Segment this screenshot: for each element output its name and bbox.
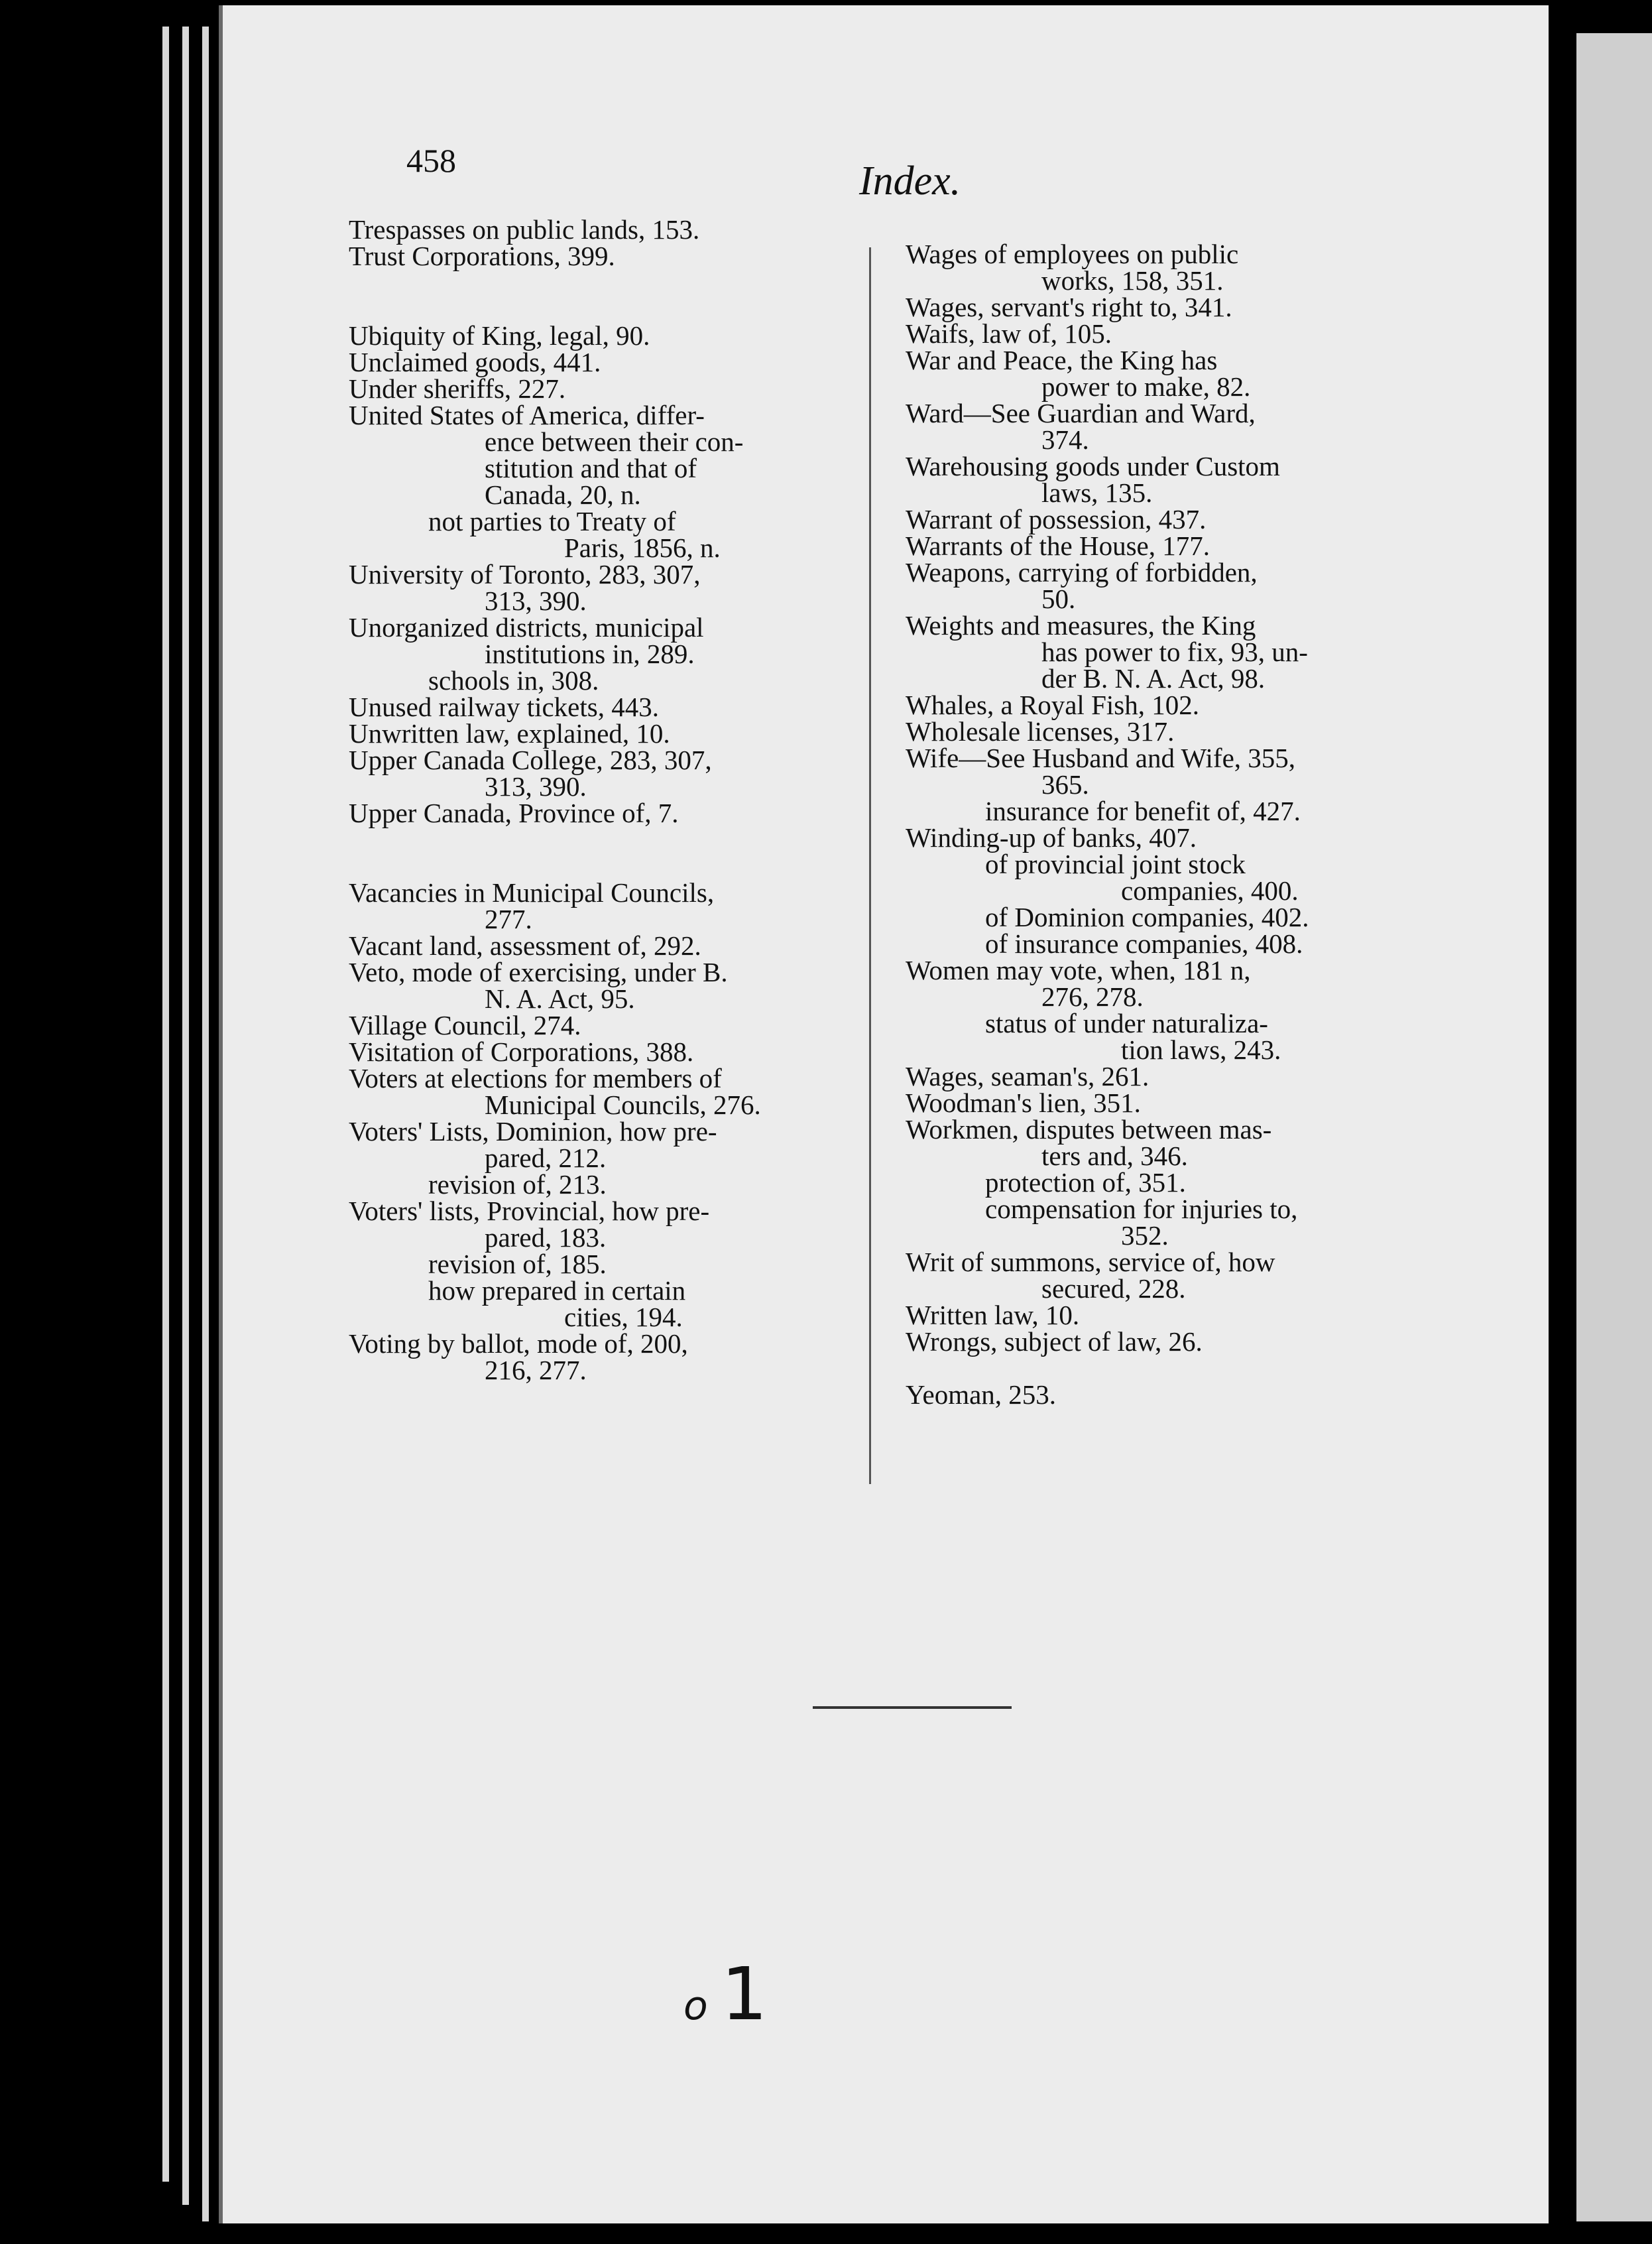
index-entry (906, 1302, 1423, 1328)
section-gap (349, 826, 866, 879)
entry-continuation: ence between their con- (485, 426, 744, 457)
index-entry (906, 1381, 1423, 1408)
entry-text: Village Council, 274. (349, 1010, 581, 1040)
index-entry (906, 957, 1423, 1010)
page-edge (202, 27, 209, 2221)
entry-continuation: Paris, 1856, n. (564, 532, 721, 563)
index-entry (349, 694, 866, 720)
entry-text: insurance for benefit of, 427. (985, 796, 1301, 826)
entry-text: Voting by ballot, mode of, 200, (349, 1328, 688, 1359)
entry-text: Wages of employees on public (906, 239, 1239, 269)
index-entry (349, 561, 866, 614)
entry-continuation: 313, 390. (485, 771, 587, 802)
entry-continuation: 313, 390. (485, 586, 587, 616)
index-entry (349, 1038, 866, 1065)
entry-text: Written law, 10. (906, 1300, 1080, 1330)
index-entry (906, 718, 1423, 745)
entry-text: Woodman's lien, 351. (906, 1088, 1141, 1118)
entry-text: Under sheriffs, 227. (349, 373, 566, 404)
index-entry (349, 1118, 866, 1171)
entry-continuation: tion laws, 243. (1121, 1034, 1281, 1065)
index-column-left (349, 216, 866, 1383)
entry-text: Weapons, carrying of forbidden, (906, 557, 1258, 588)
entry-continuation: pared, 212. (485, 1143, 607, 1173)
index-entry (906, 532, 1423, 559)
entry-continuation: has power to fix, 93, un- (1041, 637, 1308, 667)
entry-text: schools in, 308. (428, 665, 599, 696)
index-entry (349, 1012, 866, 1038)
entry-text: Unused railway tickets, 443. (349, 692, 659, 722)
entry-text: Winding-up of banks, 407. (906, 822, 1197, 853)
entry-text: how prepared in certain (428, 1275, 686, 1306)
entry-text: Ward—See Guardian and Ward, (906, 398, 1256, 428)
book-page (219, 5, 1549, 2223)
end-rule (813, 1706, 1012, 1709)
index-entry (349, 800, 866, 826)
index-entry (906, 320, 1423, 347)
entry-text: Wages, seaman's, 261. (906, 1061, 1150, 1091)
entry-text: Upper Canada College, 283, 307, (349, 745, 712, 775)
entry-continuation: 277. (485, 904, 532, 934)
entry-continuation: 50. (1041, 584, 1076, 614)
index-subentry (906, 1196, 1423, 1249)
entry-text: Waifs, law of, 105. (906, 318, 1112, 349)
index-entry (349, 375, 866, 402)
column-divider (869, 247, 871, 1484)
index-entry (906, 506, 1423, 532)
entry-continuation: power to make, 82. (1041, 371, 1251, 402)
entry-text: Visitation of Corporations, 388. (349, 1036, 694, 1067)
entry-text: of insurance companies, 408. (985, 928, 1303, 959)
index-subentry (349, 1251, 866, 1277)
index-subentry (349, 1171, 866, 1198)
index-entry (906, 824, 1423, 851)
index-subentry (906, 1169, 1423, 1196)
index-entry (349, 959, 866, 1012)
index-entry (906, 241, 1423, 294)
index-entry (906, 1090, 1423, 1116)
entry-continuation: works, 158, 351. (1041, 265, 1224, 296)
entry-text: Ubiquity of King, legal, 90. (349, 320, 650, 351)
entry-continuation: 276, 278. (1041, 981, 1144, 1012)
entry-continuation: companies, 400. (1121, 875, 1299, 906)
index-subentry (906, 798, 1423, 824)
entry-text: Unwritten law, explained, 10. (349, 718, 670, 749)
entry-text: United States of America, differ- (349, 400, 705, 430)
entry-text: Unorganized districts, municipal (349, 612, 704, 643)
index-subentry (906, 851, 1423, 904)
index-subentry (906, 904, 1423, 930)
handwritten-mark-small: o (683, 1983, 708, 2029)
index-entry (349, 349, 866, 375)
index-subentry (906, 1010, 1423, 1063)
entry-continuation: 352. (1121, 1220, 1169, 1251)
index-entry (349, 614, 866, 667)
index-entry (906, 612, 1423, 692)
index-entry (349, 1198, 866, 1251)
entry-text: War and Peace, the King has (906, 345, 1218, 375)
entry-text: Voters' Lists, Dominion, how pre- (349, 1116, 717, 1147)
section-gap (349, 269, 866, 322)
index-entry (906, 559, 1423, 612)
index-subentry (349, 1277, 866, 1330)
index-entry (906, 1063, 1423, 1090)
index-entry (906, 1328, 1423, 1355)
page-edge (162, 27, 169, 2182)
entry-text: revision of, 213. (428, 1169, 607, 1200)
index-entry (906, 1116, 1423, 1169)
entry-text: Writ of summons, service of, how (906, 1247, 1275, 1277)
index-entry (349, 720, 866, 747)
index-entry (906, 294, 1423, 320)
entry-text: Veto, mode of exercising, under B. (349, 957, 728, 987)
entry-text: Yeoman, 253. (906, 1379, 1057, 1410)
running-title: Index. (859, 158, 961, 204)
entry-continuation: secured, 228. (1041, 1273, 1186, 1304)
entry-text: Wrongs, subject of law, 26. (906, 1326, 1203, 1357)
entry-text: Wages, servant's right to, 341. (906, 292, 1232, 322)
section-gap (906, 1355, 1423, 1381)
entry-text: Unclaimed goods, 441. (349, 347, 601, 377)
index-entry (906, 453, 1423, 506)
index-entry (906, 347, 1423, 400)
entry-text: Wife—See Husband and Wife, 355, (906, 743, 1296, 773)
index-entry (349, 402, 866, 508)
facing-page-edge (1576, 33, 1652, 2221)
entry-text: Voters at elections for members of (349, 1063, 722, 1093)
entry-text: of Dominion companies, 402. (985, 902, 1309, 932)
entry-text: protection of, 351. (985, 1167, 1186, 1198)
handwritten-mark (683, 1952, 768, 2036)
entry-text: Vacancies in Municipal Councils, (349, 877, 715, 908)
entry-text: Voters' lists, Provincial, how pre- (349, 1196, 710, 1226)
index-entry (349, 747, 866, 800)
page-number: 458 (406, 142, 456, 179)
entry-continuation: stitution and that of (485, 453, 697, 483)
entry-text: not parties to Treaty of (428, 506, 676, 536)
entry-continuation: der B. N. A. Act, 98. (1041, 663, 1266, 694)
entry-text: Trespasses on public lands, 153. (349, 214, 700, 245)
entry-text: compensation for injuries to, (985, 1194, 1298, 1224)
entry-text: Warehousing goods under Custom (906, 451, 1280, 481)
entry-continuation: laws, 135. (1041, 477, 1153, 508)
index-entry (349, 932, 866, 959)
index-entry (349, 879, 866, 932)
index-subentry (906, 930, 1423, 957)
entry-text: Weights and measures, the King (906, 610, 1256, 641)
page-edge (182, 27, 189, 2205)
entry-continuation: N. A. Act, 95. (485, 983, 635, 1014)
entry-continuation: Canada, 20, n. (485, 479, 641, 510)
entry-text: revision of, 185. (428, 1249, 607, 1279)
entry-continuation: institutions in, 289. (485, 639, 695, 669)
handwritten-mark-large: 1 (721, 1952, 768, 2036)
entry-text: Upper Canada, Province of, 7. (349, 798, 679, 828)
index-entry (349, 216, 866, 243)
index-entry (349, 322, 866, 349)
index-entry (906, 692, 1423, 718)
entry-continuation: 365. (1041, 769, 1089, 800)
entry-text: Warrants of the House, 177. (906, 530, 1210, 561)
index-entry (906, 400, 1423, 453)
entry-text: of provincial joint stock (985, 849, 1246, 879)
entry-text: status of under naturaliza- (985, 1008, 1268, 1038)
index-column-right (906, 241, 1423, 1408)
entry-text: Wholesale licenses, 317. (906, 716, 1175, 747)
index-entry (349, 1330, 866, 1383)
entry-text: University of Toronto, 283, 307, (349, 559, 701, 590)
entry-continuation: Municipal Councils, 276. (485, 1090, 761, 1120)
entry-continuation: 374. (1041, 424, 1089, 455)
entry-continuation: 216, 277. (485, 1355, 587, 1385)
index-subentry (349, 508, 866, 561)
index-entry (906, 1249, 1423, 1302)
index-entry (349, 1065, 866, 1118)
entry-text: Trust Corporations, 399. (349, 241, 615, 271)
entry-text: Whales, a Royal Fish, 102. (906, 690, 1199, 720)
index-entry (906, 745, 1423, 798)
index-entry (349, 243, 866, 269)
entry-text: Vacant land, assessment of, 292. (349, 930, 701, 961)
index-subentry (349, 667, 866, 694)
entry-continuation: ters and, 346. (1041, 1141, 1188, 1171)
entry-text: Women may vote, when, 181 n, (906, 955, 1251, 985)
entry-text: Workmen, disputes between mas- (906, 1114, 1272, 1145)
entry-continuation: pared, 183. (485, 1222, 607, 1253)
entry-text: Warrant of possession, 437. (906, 504, 1207, 534)
entry-continuation: cities, 194. (564, 1302, 683, 1332)
